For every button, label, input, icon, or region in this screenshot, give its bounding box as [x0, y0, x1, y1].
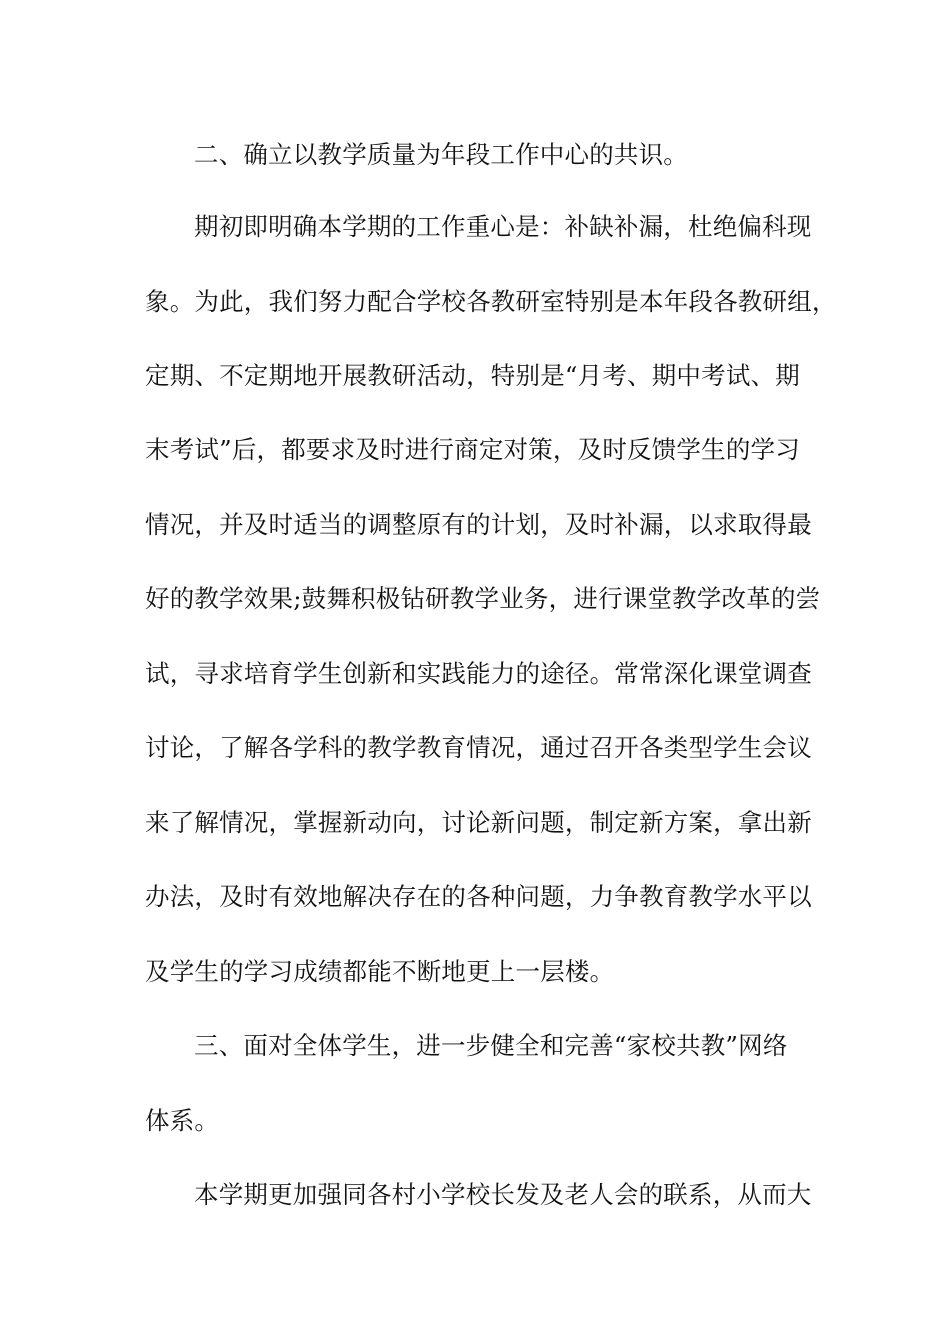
paragraph-line: 末考试”后，都要求及时进行商定对策，及时反馈学生的学习: [145, 435, 800, 464]
paragraph-line: 象。为此，我们努力配合学校各教研室特别是本年段各教研组，: [145, 287, 837, 316]
paragraph-line: 来了解情况，掌握新动向，讨论新问题，制定新方案，拿出新: [145, 808, 812, 837]
paragraph-line: 情况，并及时适当的调整原有的计划，及时补漏，以求取得最: [145, 510, 812, 539]
section-heading-2: 二、确立以教学质量为年段工作中心的共识。: [194, 140, 688, 169]
paragraph-line: 期初即明确本学期的工作重心是：补缺补漏，杜绝偏科现: [194, 212, 812, 241]
section-heading-3-continuation: 体系。: [145, 1106, 220, 1135]
paragraph-line: 及学生的学习成绩都能不断地更上一层楼。: [145, 957, 615, 986]
paragraph-line: 讨论，了解各学科的教学教育情况，通过召开各类型学生会议: [145, 733, 812, 762]
paragraph-line: 定期、不定期地开展教研活动，特别是“月考、期中考试、期: [145, 361, 800, 390]
paragraph-line: 办法，及时有效地解决存在的各种问题，力争教育教学水平以: [145, 882, 812, 911]
paragraph-line: 试，寻求培育学生创新和实践能力的途径。常常深化课堂调查: [145, 659, 812, 688]
paragraph-line: 好的教学效果;鼓舞积极钻研教学业务，进行课堂教学改革的尝: [145, 584, 821, 613]
section-heading-3: 三、面对全体学生，进一步健全和完善“家校共教”网络: [194, 1031, 788, 1060]
paragraph-line: 本学期更加强同各村小学校长发及老人会的联系，从而大: [194, 1180, 812, 1209]
